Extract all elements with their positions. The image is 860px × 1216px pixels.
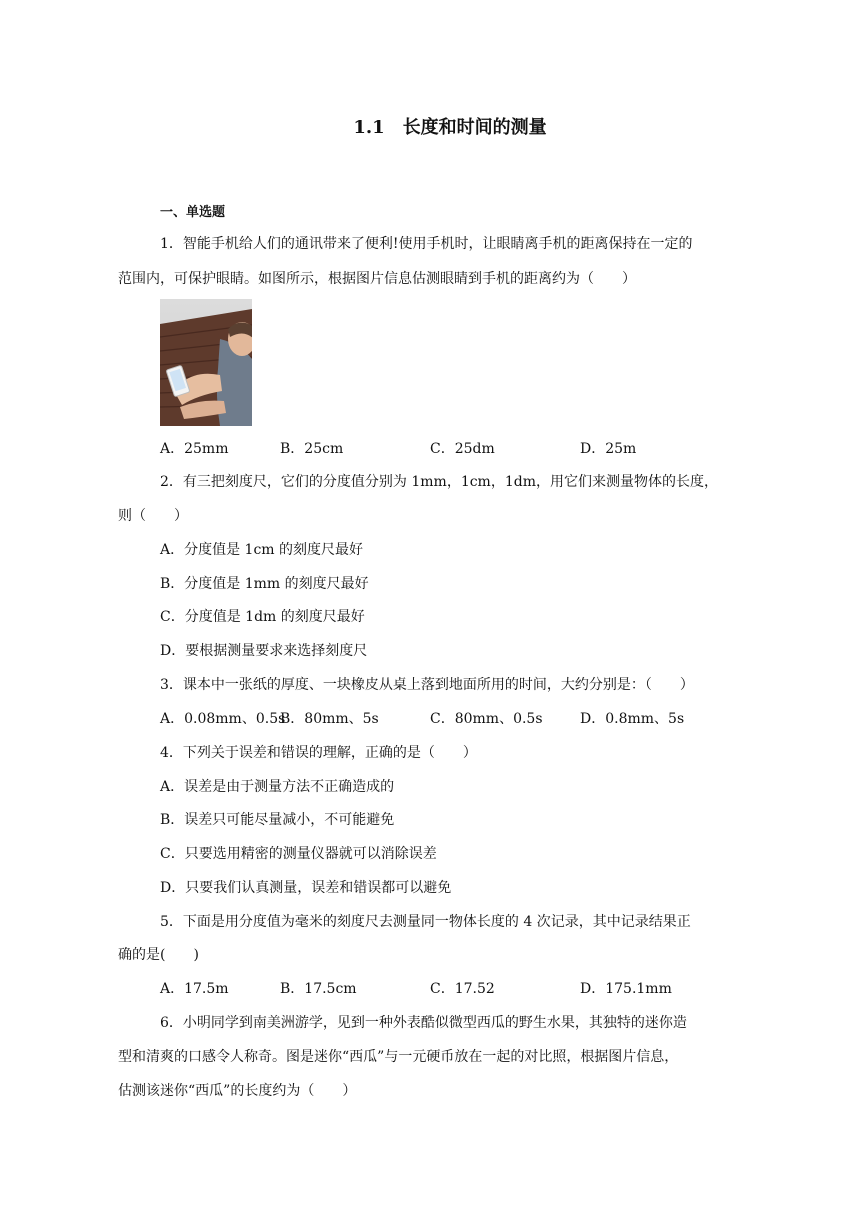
q1-line1: 1．智能手机给人们的通讯带来了便利!使用手机时，让眼睛离手机的距离保持在一定的 xyxy=(160,236,693,252)
page-title: 1.1 长度和时间的测量 xyxy=(353,117,547,138)
q4-option-d: D．只要我们认真测量，误差和错误都可以避免 xyxy=(160,880,452,896)
q5-option-d: D．175.1mm xyxy=(580,981,672,997)
q6-line2: 型和清爽的口感令人称奇。图是迷你“西瓜”与一元硬币放在一起的对比照，根据图片信息， xyxy=(118,1049,679,1065)
q2-option-b: B．分度值是 1mm 的刻度尺最好 xyxy=(160,576,369,592)
q5-option-b: B．17.5cm xyxy=(280,981,357,997)
q6-line1: 6．小明同学到南美洲游学，见到一种外表酷似微型西瓜的野生水果，其独特的迷你造 xyxy=(160,1015,687,1031)
q5-line2: 确的是( ) xyxy=(118,947,199,963)
section-heading: 一、单选题 xyxy=(160,205,226,220)
q4-option-a: A．误差是由于测量方法不正确造成的 xyxy=(160,779,395,795)
q3-option-b: B．80mm、5s xyxy=(280,711,379,727)
q5-option-c: C．17.52 xyxy=(430,981,495,997)
q3-option-a: A．0.08mm、0.5s xyxy=(160,711,286,727)
q1-option-d: D．25m xyxy=(580,441,637,457)
q4-line1: 4．下列关于误差和错误的理解，正确的是（ ） xyxy=(160,745,477,761)
phone-user-photo xyxy=(160,299,252,426)
q1-option-a: A．25mm xyxy=(160,441,229,457)
q2-option-c: C．分度值是 1dm 的刻度尺最好 xyxy=(160,609,365,625)
q6-line3: 估测该迷你“西瓜”的长度约为（ ） xyxy=(118,1083,357,1099)
q1-option-b: B．25cm xyxy=(280,441,344,457)
q2-line1: 2．有三把刻度尺，它们的分度值分别为 1mm，1cm，1dm，用它们来测量物体的长度， xyxy=(160,474,718,490)
q2-line2: 则（ ） xyxy=(118,508,188,524)
q1-line2: 范围内，可保护眼睛。如图所示，根据图片信息估测眼睛到手机的距离约为（ ） xyxy=(118,271,636,287)
q3-line1: 3．课本中一张纸的厚度、一块橡皮从桌上落到地面所用的时间，大约分别是：（ ） xyxy=(160,677,694,693)
q4-option-b: B．误差只可能尽量减小，不可能避免 xyxy=(160,812,395,828)
q5-option-a: A．17.5m xyxy=(160,981,229,997)
q2-option-a: A．分度值是 1cm 的刻度尺最好 xyxy=(160,542,364,558)
q3-option-d: D．0.8mm、5s xyxy=(580,711,685,727)
q2-option-d: D．要根据测量要求来选择刻度尺 xyxy=(160,643,368,659)
q4-option-c: C．只要选用精密的测量仪器就可以消除误差 xyxy=(160,846,437,862)
q1-option-c: C．25dm xyxy=(430,441,495,457)
phone-user-illustration xyxy=(160,299,252,426)
q5-line1: 5．下面是用分度值为毫米的刻度尺去测量同一物体长度的 4 次记录，其中记录结果正 xyxy=(160,914,691,930)
q3-option-c: C．80mm、0.5s xyxy=(430,711,543,727)
